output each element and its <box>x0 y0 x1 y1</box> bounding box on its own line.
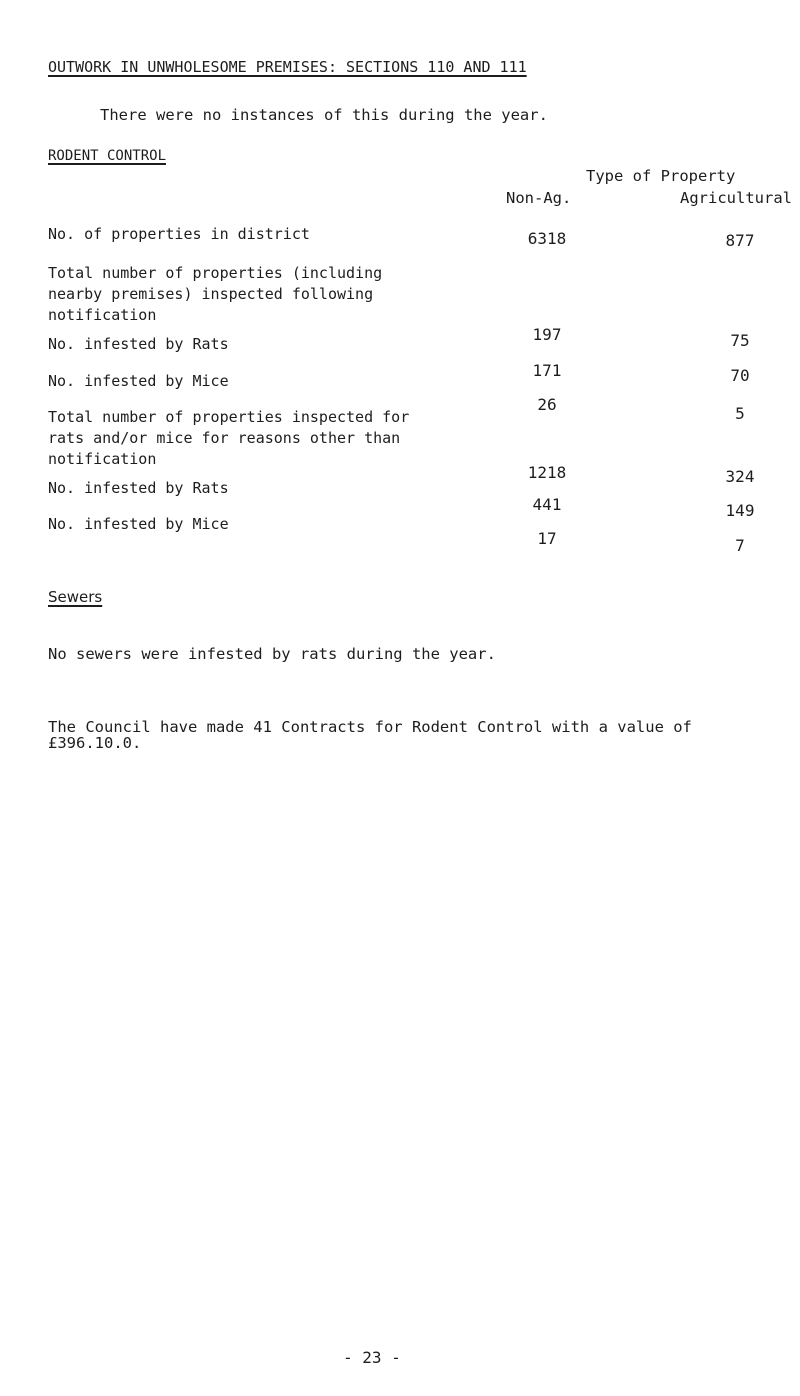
non-ag-column-header: Non-Ag. <box>506 189 572 207</box>
sewers-heading: Sewers <box>48 588 103 606</box>
table-row-label: No. of properties in district <box>48 225 310 243</box>
non-ag-value: 171 <box>532 361 562 380</box>
table-row-label: No. infested by Rats <box>48 479 229 497</box>
agricultural-value: 75 <box>730 331 750 350</box>
non-ag-value: 1218 <box>527 463 567 482</box>
intro-text: There were no instances of this during the year. <box>100 106 548 124</box>
table-row-label: Total number of properties inspected for rats and/or mice for reasons other than notification <box>48 408 410 468</box>
table-row-label: No. infested by Rats <box>48 335 229 353</box>
contracts-text-line-2: £396.10.0. <box>48 734 142 752</box>
non-ag-value: 17 <box>537 529 557 548</box>
non-ag-value: 441 <box>532 495 562 514</box>
rodent-control-heading: RODENT CONTROL <box>48 148 167 164</box>
table-row-label: No. infested by Mice <box>48 372 229 390</box>
agricultural-value: 7 <box>735 536 745 555</box>
non-ag-value: 26 <box>537 395 557 414</box>
agricultural-value: 324 <box>725 467 755 486</box>
agricultural-value: 5 <box>735 404 745 423</box>
agricultural-value: 149 <box>725 501 755 520</box>
non-ag-value: 6318 <box>527 229 567 248</box>
page-number: - 23 - <box>343 1348 401 1367</box>
table-row-label: Total number of properties (including nearby premises) inspected following notification <box>48 264 383 324</box>
agricultural-value: 70 <box>730 366 750 385</box>
contracts-text-line-1: The Council have made 41 Contracts for Rodent Control with a value of <box>48 718 692 736</box>
type-of-property-header: Type of Property <box>586 167 736 185</box>
sewers-text: No sewers were infested by rats during the year. <box>48 645 496 663</box>
agricultural-value: 877 <box>725 231 755 250</box>
non-ag-value: 197 <box>532 325 562 344</box>
table-row-label: No. infested by Mice <box>48 515 229 533</box>
page-title: OUTWORK IN UNWHOLESOME PREMISES: SECTIONS 110 AND 111 <box>48 58 527 76</box>
agricultural-column-header: Agricultural <box>680 189 792 207</box>
